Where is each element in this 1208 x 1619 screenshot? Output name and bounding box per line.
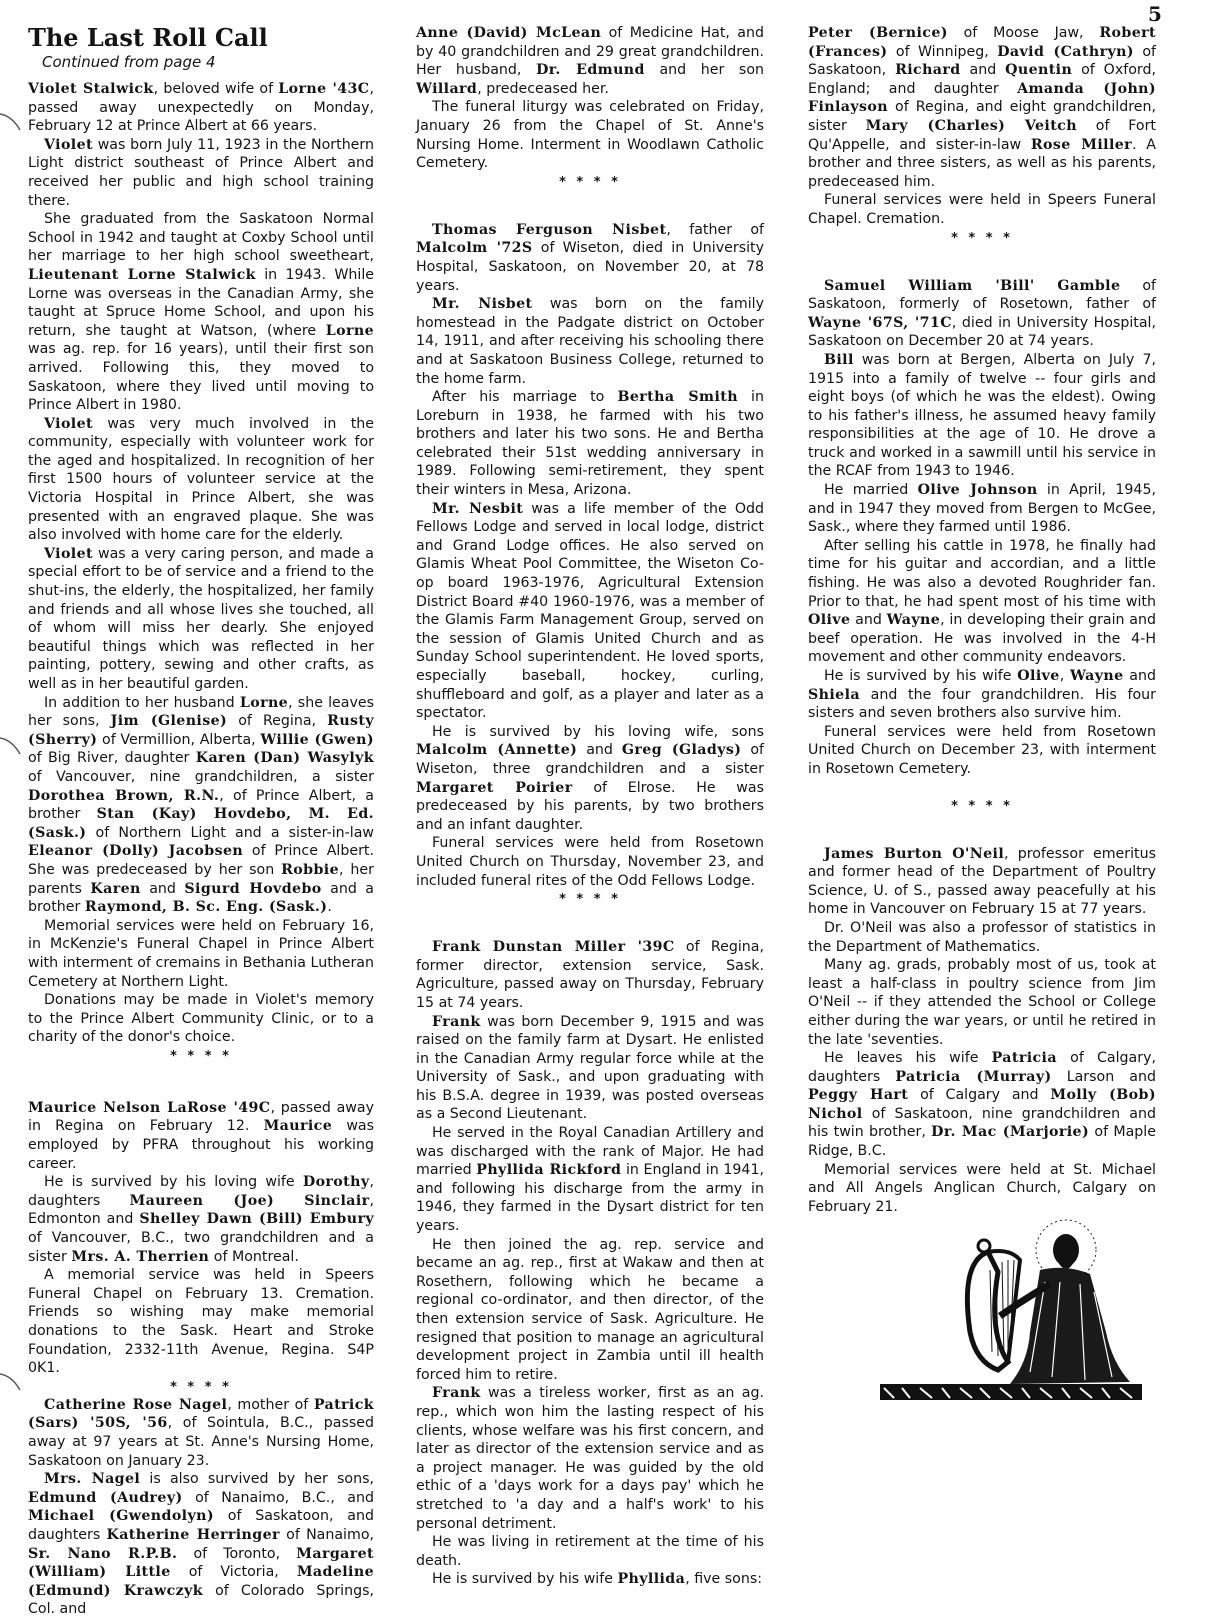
obituary-miller xyxy=(416,938,764,1589)
paragraph: Samuel William 'Bill' Gamble of Saskatoon, formerly of Rosetown, father of Wayne '67S, '71C, died in University Hospital, Saskatoon on December 20 at 74 years. xyxy=(808,277,1157,350)
paragraph: She graduated from the Saskatoon Normal School in 1942 and taught at Coxby School until her marriage to her high school sweetheart, Lieutenant Lorne Stalwick in 1943. While Lorne was overseas in the Canadian Army, she taught at Spruce Home School, and upon his return, she taught at Watson, (where Lorne was ag. rep. for 16 years), until their first son arrived. Following this, they moved to Saskatoon, where they lived until moving to Prince Albert in 1980. xyxy=(28,211,375,414)
bold-name: Wayne '67S, '71C xyxy=(808,314,952,331)
paragraph: Bill was born at Bergen, Alberta on July 7, 1915 into a family of twelve -- four girls and eight boys (of which he was the eldest). Owing to his father's illness, he assumed heavy family responsibilities at the age of 10. He drove a truck and worked in a sawmill until his service in the RCAF from 1943 to 1946. xyxy=(808,351,1156,480)
paragraph: Catherine Rose Nagel, mother of Patrick (Sars) '50S, '56, of Sointula, B.C., passed away at 97 years at St. Anne's Nursing Home, Saskatoon on January 23. xyxy=(28,1396,374,1469)
paragraph: He is survived by his wife Phyllida, five sons: xyxy=(432,1571,763,1588)
bold-name: Patricia (Murray) xyxy=(895,1068,1052,1085)
paragraph: After selling his cattle in 1978, he finally had time for his guitar and accordian, and a little fishing. He was also a devoted Roughrider fan. Prior to that, he had spent most of his time with Olive and Wayne, in developing their grain and beef operation. He was involved in the 4-H movement and other community endeavors. xyxy=(808,537,1156,666)
bold-name: Lorne xyxy=(239,694,289,711)
bold-name: Maurice Nelson LaRose '49C xyxy=(28,1099,271,1116)
bold-name: Quentin xyxy=(1005,62,1073,79)
bold-name: Thomas Ferguson Nisbet xyxy=(432,221,667,238)
bold-name: Frank xyxy=(432,1385,481,1402)
paragraph: Dr. O'Neil was also a professor of statistics in the Department of Mathematics. xyxy=(808,919,1156,955)
paragraph: Frank was a tireless worker, first as an ag. rep., which won him the lasting respect of his clients, whose welfare was his first concern, and later as director of the extension service and as a project manager. He was guided by the old ethic of a 'days work for a days pay' which he stretched to 'a day and a half's work' to his personal detriment. xyxy=(416,1385,764,1532)
bold-name: Anne (David) McLean xyxy=(416,25,602,41)
bold-name: Samuel William 'Bill' Gamble xyxy=(824,277,1121,294)
paragraph: Frank Dunstan Miller '39C of Regina, former director, extension service, Sask. Agriculture, passed away on Thursday, February 15 at 74 years. xyxy=(416,939,764,1011)
paragraph: Peter (Bernice) of Moose Jaw, Robert (Frances) of Winnipeg, David (Cathryn) of Saskatoon, Richard and Quentin of Oxford, England; and daughter Amanda (John) Finlayson of Regina, and eight grandchildren, sister Mary (Charles) Veitch of Fort Qu'Appelle, and sister-in-law Rose Miller. A brother and three sisters, as well as his parents, predeceased him. xyxy=(808,25,1157,190)
bold-name: Stan (Kay) Hovdebo, M. Ed. (Sask.) xyxy=(28,806,374,841)
continued-note: Continued from page 4 xyxy=(42,53,216,71)
page-crease-mark xyxy=(0,1372,22,1392)
paragraph: He then joined the ag. rep. service and became an ag. rep., first at Wakaw and then at Rosethern, following which he became a regional co-ordinator, and then director, of the then extension service of Sask. Agriculture. He resigned that position to manage an agricultural development project in Zambia until ill health forced him to retire. xyxy=(416,1236,764,1383)
bold-name: Violet xyxy=(44,545,93,562)
bold-name: Violet xyxy=(44,136,93,153)
paragraph: Mrs. Nagel is also survived by her sons, Edmund (Audrey) of Nanaimo, B.C., and Michael (Gwendolyn) of Saskatoon, and daughters Katherine Herringer of Nanaimo, Sr. Nano R.P.B. of Toronto, Margaret (William) Little of Victoria, Madeline (Edmund) Krawczyk of Colorado Springs, Col. and xyxy=(28,1471,375,1618)
obituary-stalwick xyxy=(28,80,374,1047)
bold-name: Willard xyxy=(416,80,478,97)
bold-name: Wayne xyxy=(886,612,941,629)
obituary-oneil xyxy=(808,845,1156,1217)
bold-name: Richard xyxy=(895,62,961,79)
bold-name: Maurice xyxy=(263,1118,333,1135)
paragraph: The funeral liturgy was celebrated on Friday, January 26 from the Chapel of St. Anne's Nursing Home. Interment in Woodlawn Catholic Cemetery. xyxy=(416,99,764,172)
bold-name: Bill xyxy=(824,351,854,368)
bold-name: Phyllida Rickford xyxy=(476,1162,622,1179)
paragraph: Donations may be made in Violet's memory to the Prince Albert Community Clinic, or to a charity of the donor's choice. xyxy=(28,992,374,1046)
bold-name: Sr. Nano R.P.B. xyxy=(28,1545,178,1562)
paragraph: He leaves his wife Patricia of Calgary, daughters Patricia (Murray) Larson and Peggy Hart of Calgary and Molly (Bob) Nichol of Saskatoon, nine grandchildren and his twin brother, Dr. Mac (Marjorie) of Maple Ridge, B.C. xyxy=(808,1050,1156,1160)
bold-name: Mrs. A. Therrien xyxy=(71,1248,210,1265)
bold-name: Karen xyxy=(90,880,141,897)
paragraph: In addition to her husband Lorne, she leaves her sons, Jim (Glenise) of Regina, Rusty (Sherry) of Vermillion, Alberta, Willie (Gwen) of Big River, daughter Karen (Dan) Wasylyk of Vancouver, nine grandchildren, a sister Dorothea Brown, R.N., of Prince Albert, a brother Stan (Kay) Hovdebo, M. Ed. (Sask.) of Northern Light and a sister-in-law Eleanor (Dolly) Jacobsen of Prince Albert. She was predeceased by her son Robbie, her parents Karen and Sigurd Hovdebo and a brother Raymond, B. Sc. Eng. (Sask.). xyxy=(28,694,375,916)
separator-stars: * * * * xyxy=(170,1379,232,1395)
bold-name: Raymond, B. Sc. Eng. (Sask.) xyxy=(84,899,328,916)
paragraph: He is survived by his wife Olive, Wayne and Shiela and the four grandchildren. His four sisters and seven brothers also survive him. xyxy=(808,668,1156,722)
paragraph: Frank was born December 9, 1915 and was raised on the family farm at Dysart. He enlisted in the Canadian Army regular force while at the University of Sask., and upon graduating with his B.S.A. degree in 1939, was posted overseas as a Second Lieutenant. xyxy=(416,1013,764,1123)
bold-name: Robert (Frances) xyxy=(808,25,1156,60)
bold-name: Bertha Smith xyxy=(617,389,738,406)
paragraph: Violet was born July 11, 1923 in the Northern Light district southeast of Prince Albert and received her public and high school training there. xyxy=(28,136,374,209)
bold-name: Catherine Rose Nagel xyxy=(44,1396,228,1413)
paragraph: Violet Stalwick, beloved wife of Lorne '43C, passed away unexpectedly on Monday, February 12 at Prince Albert at 66 years. xyxy=(28,81,374,135)
bold-name: Eleanor (Dolly) Jacobsen xyxy=(28,843,244,860)
column-2 xyxy=(416,24,764,1589)
obituary-larose xyxy=(28,1099,374,1378)
paragraph: He was living in retirement at the time of his death. xyxy=(416,1534,764,1569)
bold-name: Frank xyxy=(432,1013,481,1030)
bold-name: Malcolm (Annette) xyxy=(416,742,578,759)
bold-name: Lorne '43C xyxy=(278,81,370,97)
bold-name: David (Cathryn) xyxy=(997,43,1134,60)
paragraph: James Burton O'Neil, professor emeritus and former head of the Department of Poultry Science, U. of S., passed away peacefully at his home in Vancouver on February 15 at 77 years. xyxy=(808,845,1156,918)
bold-name: Phyllida xyxy=(617,1571,686,1588)
bold-name: Michael (Gwendolyn) xyxy=(28,1508,214,1525)
separator-stars: * * * * xyxy=(951,230,1013,246)
bold-name: Maureen (Joe) Sinclair xyxy=(129,1192,370,1209)
bold-name: Malcolm '72S xyxy=(416,240,533,257)
bold-name: Violet Stalwick xyxy=(28,81,154,97)
paragraph: He married Olive Johnson in April, 1945, and in 1947 they moved from Bergen to McGee, Sask., where they farmed until 1986. xyxy=(808,482,1156,536)
bold-name: Olive Johnson xyxy=(917,482,1038,499)
paragraph: He is survived by his loving wife, sons Malcolm (Annette) and Greg (Gladys) of Wiseton, three grandchildren and a sister Margaret Poirier of Elrose. He was predeceased by his parents, by two brothers and an infant daughter. xyxy=(416,723,765,833)
obituary-miller-continued xyxy=(808,24,1156,229)
bold-name: Sigurd Hovdebo xyxy=(184,880,322,897)
bold-name: Violet xyxy=(44,415,93,432)
bold-name: Robbie xyxy=(281,861,340,878)
bold-name: Greg (Gladys) xyxy=(621,742,742,759)
paragraph: A memorial service was held in Speers Funeral Chapel on February 13. Cremation. Friends so wishing may make memorial donations to the Sask. Heart and Stroke Foundation, 2332-11th Avenue, Regina. S4P 0K1. xyxy=(28,1267,374,1377)
paragraph: Violet was a very caring person, and made a special effort to be of service and a friend to the shut-ins, the elderly, the hospitalized, her family and friends and all whose lives she touched, all of whom will miss her dearly. She enjoyed beautiful things which was reflected in her painting, pottery, sewing and other crafts, as well as in her beautiful garden. xyxy=(28,545,374,692)
bold-name: Dr. Edmund xyxy=(536,62,645,79)
paragraph: Mr. Nisbet was born on the family homestead in the Padgate district on October 14, 1911, and after receiving his schooling there and at Saskatoon Business College, returned to the home farm. xyxy=(416,296,764,387)
paragraph: He is survived by his loving wife Dorothy, daughters Maureen (Joe) Sinclair, Edmonton and Shelley Dawn (Bill) Embury of Vancouver, B.C., two grandchildren and a sister Mrs. A. Therrien of Montreal. xyxy=(28,1174,375,1265)
obituary-nisbet xyxy=(416,221,764,890)
bold-name: Rusty (Sherry) xyxy=(28,713,375,748)
bold-name: Dorothy xyxy=(302,1174,370,1191)
bold-name: Shelley Dawn (Bill) Embury xyxy=(139,1211,374,1228)
bold-name: Katherine Herringer xyxy=(106,1526,280,1543)
bold-name: Rose Miller xyxy=(1030,136,1133,153)
obituary-gamble xyxy=(808,277,1156,779)
bold-name: Peggy Hart xyxy=(808,1087,909,1104)
bold-name: Dorothea Brown, R.N. xyxy=(28,787,220,804)
bold-name: Willie (Gwen) xyxy=(260,731,374,748)
page-crease-mark xyxy=(0,112,22,132)
page-title: The Last Roll Call xyxy=(28,23,268,52)
paragraph: Thomas Ferguson Nisbet, father of Malcolm '72S of Wiseton, died in University Hospital, Saskatoon, on November 20, at 78 years. xyxy=(416,221,764,294)
bold-name: Mary (Charles) Veitch xyxy=(865,117,1077,134)
paragraph: Funeral services were held from Rosetown United Church on December 23, with interment in Rosetown Cemetery. xyxy=(808,723,1156,777)
bold-name: Jim (Glenise) xyxy=(110,713,228,730)
bold-name: James Burton O'Neil xyxy=(824,845,1005,862)
bold-name: Mrs. Nagel xyxy=(44,1471,141,1488)
page-number: 5 xyxy=(1148,2,1162,26)
separator-stars: * * * * xyxy=(559,174,621,190)
separator-stars: * * * * xyxy=(951,798,1013,814)
page-crease-mark xyxy=(0,736,22,756)
separator-stars: * * * * xyxy=(170,1048,232,1064)
bold-name: Amanda (John) Finlayson xyxy=(808,80,1156,116)
paragraph: Anne (David) McLean of Medicine Hat, and by 40 grandchildren and 29 great grandchildren. Her husband, Dr. Edmund and her son Willard, predeceased her. xyxy=(416,25,764,97)
column-3 xyxy=(808,24,1156,1216)
bold-name: Olive xyxy=(808,612,851,629)
bold-name: Madeline (Edmund) Krawczyk xyxy=(28,1564,374,1599)
bold-name: Margaret Poirier xyxy=(416,779,573,796)
bold-name: Karen (Dan) Wasylyk xyxy=(195,750,374,767)
harpist-engraving-icon xyxy=(880,1212,1142,1408)
paragraph: Memorial services were held on February 16, in McKenzie's Funeral Chapel in Prince Albert with interment of cremains in Bethania Lutheran Cemetery at Northern Light. xyxy=(28,917,374,990)
paragraph: Mr. Nesbit was a life member of the Odd Fellows Lodge and served in local lodge, district and Grand Lodge offices. He also served on Glamis Wheat Pool Committee, the Wiseton Co-op board 1963-1976, Agricultural Extension District Board #40 1960-1976, was a member of the Glamis Farm Management Group, served on the session of Glamis United Church and as Sunday School superintendent. He loved sports, especially baseball, hockey, curling, shuffleboard and golf, as a player and later as a spectator. xyxy=(416,500,764,722)
separator-stars: * * * * xyxy=(559,892,621,908)
bold-name: Frank Dunstan Miller '39C xyxy=(432,939,675,956)
bold-name: Olive xyxy=(1017,668,1060,684)
bold-name: Margaret (William) Little xyxy=(28,1545,374,1581)
paragraph: Memorial services were held at St. Michael and All Angels Anglican Church, Calgary on February 21. xyxy=(808,1161,1156,1215)
paragraph: After his marriage to Bertha Smith in Loreburn in 1938, he farmed with his two brothers and later his two sons. He and Bertha celebrated their 51st wedding anniversary in 1989. Following semi-retirement, they spent their winters in Mesa, Arizona. xyxy=(416,389,764,499)
paragraph: Funeral services were held from Rosetown United Church on Thursday, November 23, and included funeral rites of the Odd Fellows Lodge. xyxy=(416,835,764,889)
bold-name: Patrick (Sars) '50S, '56 xyxy=(28,1396,374,1432)
column-1 xyxy=(28,24,374,1619)
bold-name: Mr. Nisbet xyxy=(432,296,533,313)
bold-name: Lieutenant Lorne Stalwick xyxy=(28,266,256,283)
paragraph: He served in the Royal Canadian Artillery and was discharged with the rank of Major. He had married Phyllida Rickford in England in 1941, and following his discharge from the army in 1946, they farmed in the Dysart district for ten years. xyxy=(416,1125,764,1235)
bold-name: Edmund (Audrey) xyxy=(28,1489,183,1506)
obituary-nagel xyxy=(28,1396,374,1619)
paragraph: Maurice Nelson LaRose '49C, passed away in Regina on February 12. Maurice was employed by PFRA throughout his working career. xyxy=(28,1099,375,1172)
bold-name: Dr. Mac (Marjorie) xyxy=(931,1124,1090,1141)
bold-name: Mr. Nesbit xyxy=(432,500,524,517)
bold-name: Shiela xyxy=(808,686,860,703)
obituary-nagel-continued xyxy=(416,24,764,173)
paragraph: Many ag. grads, probably most of us, took at least a half-class in poultry science from Jim O'Neil -- if they attended the School or College either during the war years, or until he retired in the late 'seventies. xyxy=(808,957,1156,1048)
paragraph: Funeral services were held in Speers Funeral Chapel. Cremation. xyxy=(808,192,1156,227)
bold-name: Wayne xyxy=(1070,668,1124,684)
paragraph: Violet was very much involved in the community, especially with volunteer work for the aged and hospitalized. In recognition of her first 1500 hours of volunteer service at the Victoria Hospital in Prince Albert, she was presented with an engraved plaque. She was also involved with home care for the elderly. xyxy=(28,415,374,544)
bold-name: Patricia xyxy=(991,1050,1057,1067)
bold-name: Molly (Bob) Nichol xyxy=(808,1087,1156,1122)
bold-name: Lorne xyxy=(325,322,374,339)
bold-name: Peter (Bernice) xyxy=(808,25,948,41)
